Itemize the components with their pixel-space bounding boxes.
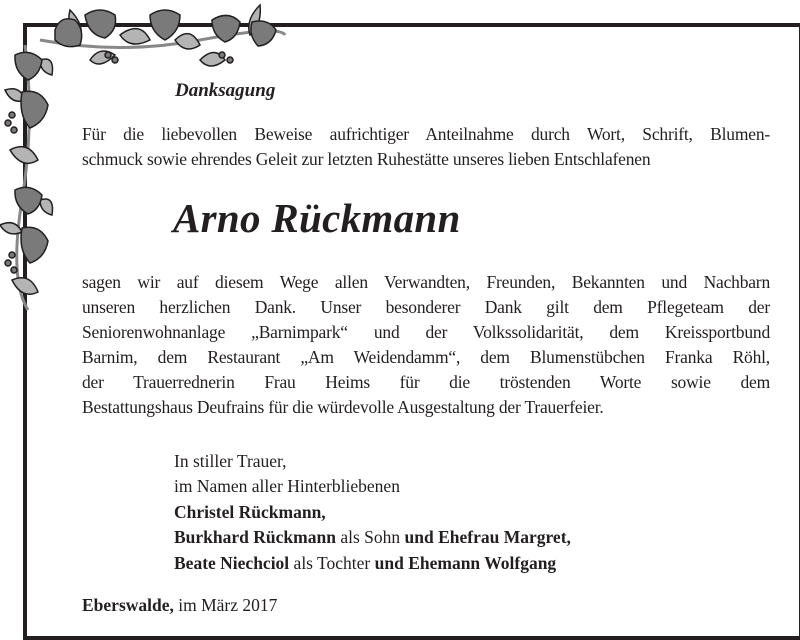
signature-line-burkhard bbox=[174, 525, 571, 550]
signature-line-beate bbox=[174, 551, 556, 576]
notice-heading: Danksagung bbox=[175, 80, 276, 101]
place: Eberswalde, bbox=[82, 595, 174, 615]
thanks-paragraph bbox=[82, 270, 770, 420]
intro-line: Für die liebevollen Beweise aufrichtiger Anteilnahme durch Wort, Schrift, Blumen- bbox=[82, 124, 770, 144]
body-line: Barnim, dem Restaurant „Am Weidendamm“, dem Blumenstübchen Franka Röhl, bbox=[82, 347, 770, 367]
signature-line-2: im Namen aller Hinterbliebenen bbox=[174, 476, 400, 496]
signature-name-burkhard: Burkhard Rückmann bbox=[174, 527, 336, 547]
body-line: Seniorenwohnanlage „Barnimpark“ und der Volkssolidarität, dem Kreissportbund bbox=[82, 322, 770, 342]
body-line: der Trauerrednerin Frau Heims für die tröstenden Worte sowie dem bbox=[82, 372, 770, 392]
body-line: Bestattungshaus Deufrains für die würdevolle Ausgestaltung der Trauerfeier. bbox=[82, 397, 604, 417]
body-line: sagen wir auf diesem Wege allen Verwandten, Freunden, Bekannten und Nachbarn bbox=[82, 272, 770, 292]
relation-text: als Sohn bbox=[335, 527, 405, 547]
intro-line: schmuck sowie ehrendes Geleit zur letzten Ruhestätte unseres lieben Entschlafenen bbox=[82, 149, 651, 169]
place-date-line bbox=[82, 595, 277, 616]
relation-text: als Tochter bbox=[289, 553, 375, 573]
signature-line-1: In stiller Trauer, bbox=[174, 451, 287, 471]
date: im März 2017 bbox=[173, 595, 278, 615]
body-line: unseren herzlichen Dank. Unser besonderer Dank gilt dem Pflegeteam der bbox=[82, 297, 770, 317]
intro-paragraph bbox=[82, 122, 770, 172]
deceased-name: Arno Rückmann bbox=[173, 195, 461, 241]
signature-spouse-wolfgang: und Ehemann Wolfgang bbox=[374, 553, 557, 573]
signature-name-christel: Christel Rückmann, bbox=[174, 502, 326, 522]
signature-spouse-margret: und Ehefrau Margret, bbox=[404, 527, 571, 547]
signature-name-beate: Beate Niechciol bbox=[174, 553, 290, 573]
